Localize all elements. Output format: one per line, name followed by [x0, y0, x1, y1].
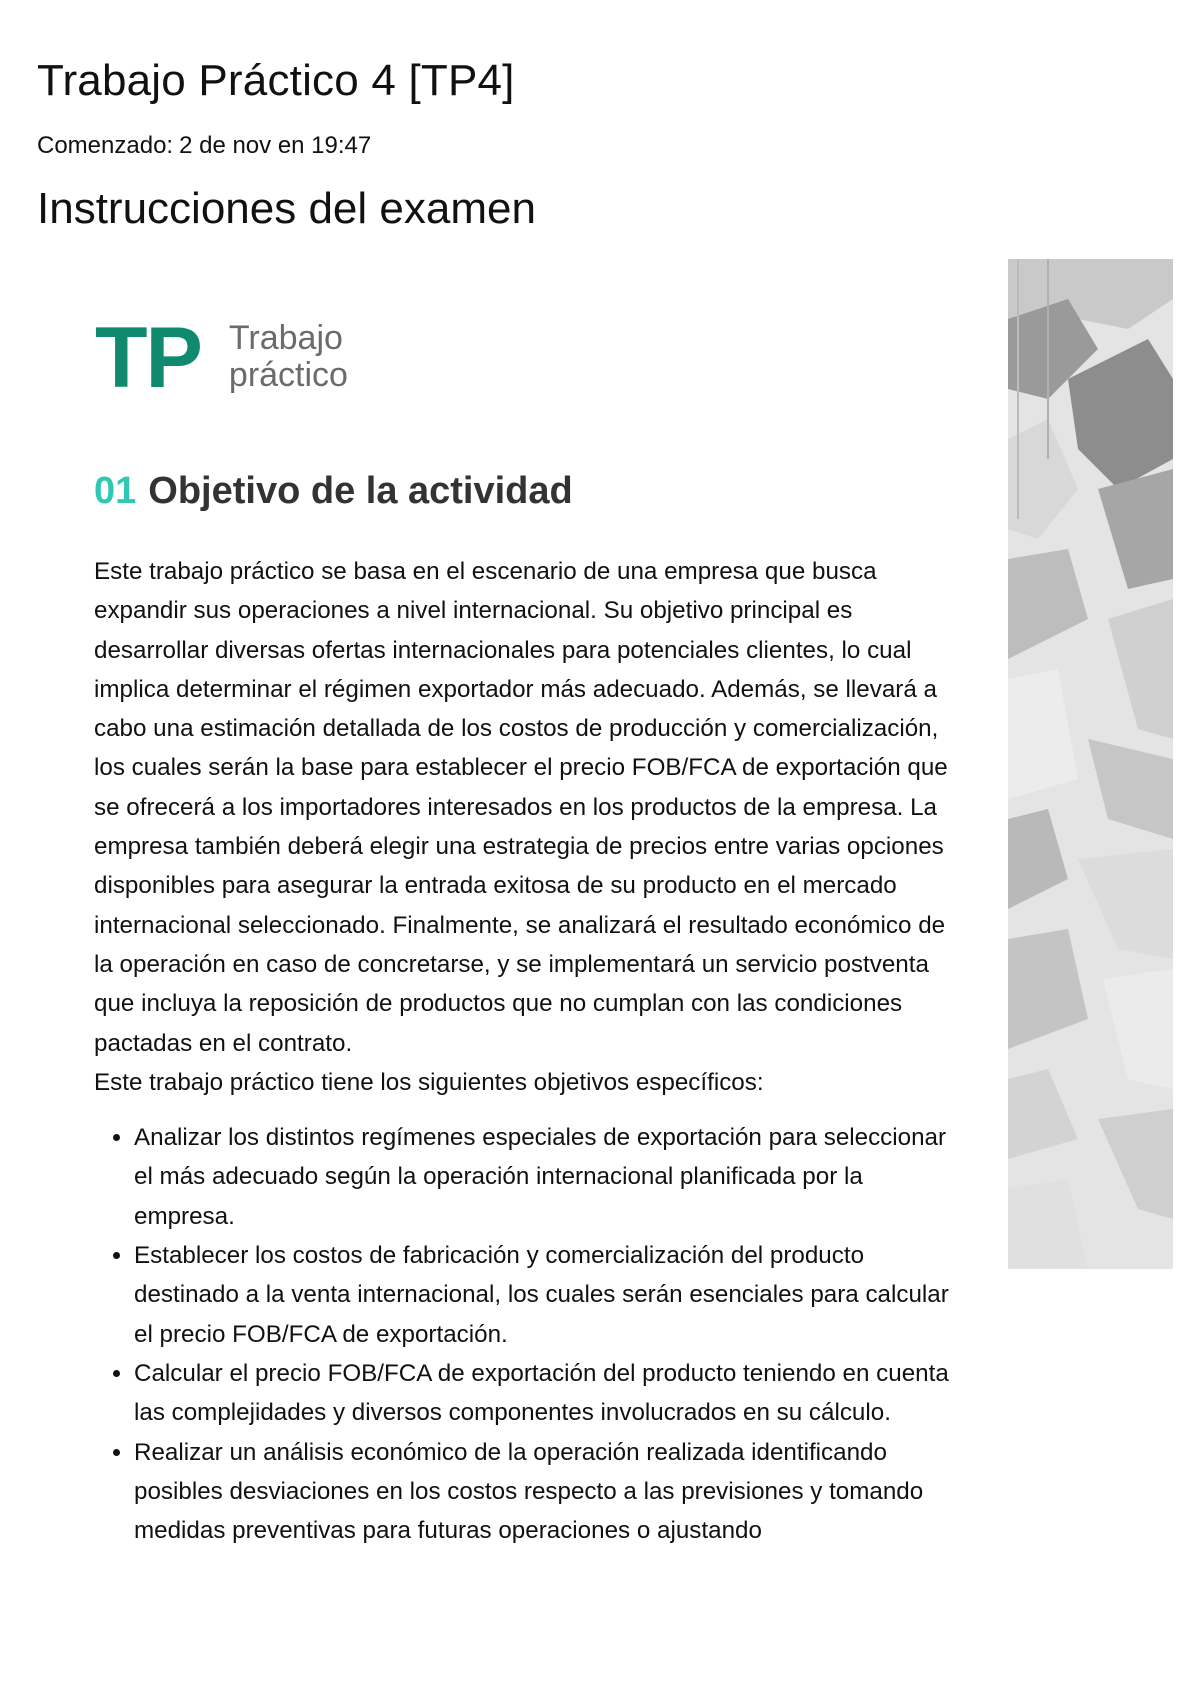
- tp-logo-line2: práctico: [228, 356, 348, 394]
- started-value: 2 de nov en 19:47: [179, 132, 372, 159]
- started-label: Comenzado:: [37, 132, 174, 159]
- list-item: • Analizar los distintos regímenes especiales de exportación para seleccionar el más adecuado según la operación internacional planificada por la empresa.: [134, 1118, 964, 1236]
- activity-content: [94, 552, 964, 1550]
- tp-logo-mark: TP: [95, 310, 201, 406]
- activity-title: Objetivo de la actividad: [148, 470, 573, 512]
- exam-instructions-title: Instrucciones del examen: [37, 184, 536, 233]
- activity-number: 01: [94, 470, 137, 512]
- list-item: • Establecer los costos de fabricación y comercialización del producto destinado a la venta internacional, los cuales serán esenciales para calcular el precio FOB/FCA de exportación.: [134, 1236, 964, 1354]
- decorative-side-image: [1008, 259, 1173, 1269]
- tp-logo: [95, 310, 348, 406]
- activity-heading: [94, 470, 573, 513]
- objectives-list: [94, 1118, 964, 1550]
- tp-logo-line1: Trabajo: [228, 319, 343, 357]
- tp-logo-text: [229, 320, 348, 394]
- started-info: [37, 132, 371, 160]
- activity-paragraph: Este trabajo práctico se basa en el escenario de una empresa que busca expandir sus operaciones a nivel internacional. Su objetivo principal es desarrollar diversas ofertas internacionales para potenciales clientes, lo cual implica determinar el régimen exportador más adecuado. Además, se llevará a cabo una estimación detallada de los costos de producción y comercialización, los cuales serán la base para establecer el precio FOB/FCA de exportación que se ofrecerá a los importadores interesados en los productos de la empresa. La empresa también deberá elegir una estrategia de precios entre varias opciones disponibles para asegurar la entrada exitosa de su producto en el mercado internacional seleccionado. Finalmente, se analizará el resultado económico de la operación en caso de concretarse, y se implementará un servicio postventa que incluya la reposición de productos que no cumplan con las condiciones pactadas en el contrato.: [94, 558, 948, 1057]
- list-item: • Calcular el precio FOB/FCA de exportación del producto teniendo en cuenta las complejidades y diversos componentes involucrados en su cálculo.: [134, 1354, 964, 1433]
- objectives-intro: Este trabajo práctico tiene los siguientes objetivos específicos:: [94, 1068, 764, 1096]
- abstract-architecture-image: [1008, 259, 1173, 1269]
- page-title: Trabajo Práctico 4 [TP4]: [37, 56, 515, 105]
- list-item: • Realizar un análisis económico de la operación realizada identificando posibles desviaciones en los costos respecto a las previsiones y tomando medidas preventivas para futuras operaciones o ajustando: [134, 1433, 964, 1551]
